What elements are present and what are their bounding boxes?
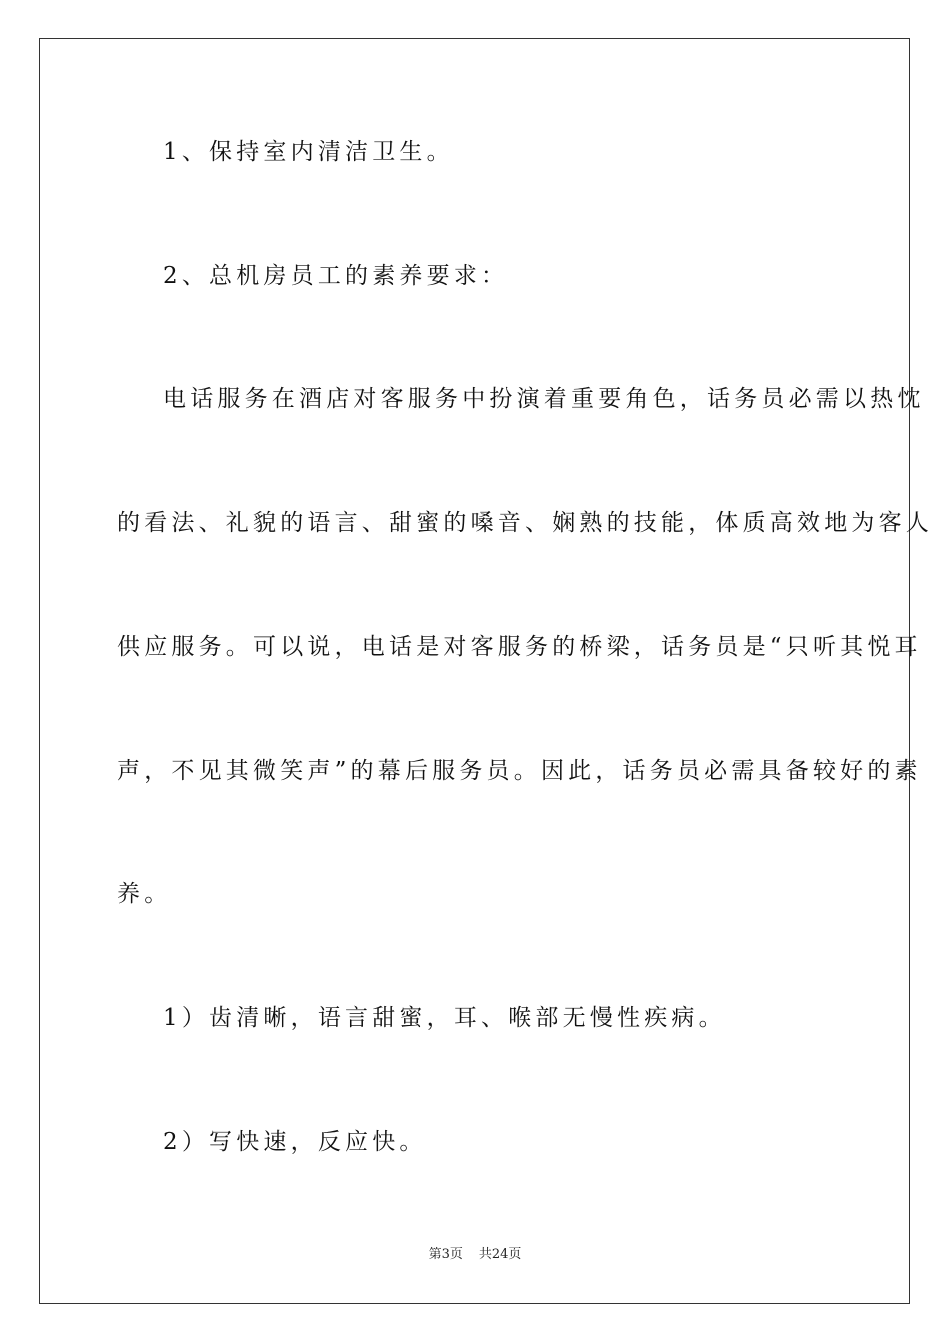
page-number: 第3页 (428, 1247, 463, 1262)
paragraph-line: 的看法、礼貌的语言、甜蜜的嗓音、娴熟的技能，体质高效地为客人 (117, 510, 933, 536)
sub-item-2: 2）写快速，反应快。 (163, 1129, 427, 1155)
paragraph-line: 养。 (117, 881, 172, 907)
sub-item-1: 1）齿清晰，语言甜蜜，耳、喉部无慢性疾病。 (163, 1005, 726, 1031)
paragraph-line: 供应服务。可以说，电话是对客服务的桥梁，话务员是“只听其悦耳 (117, 634, 922, 660)
paragraph-line: 电话服务在酒店对客服务中扮演着重要角色，话务员必需以热忱 (163, 386, 925, 412)
list-item-2-heading: 2、总机房员工的素养要求： (163, 263, 509, 289)
page-footer (0, 1246, 950, 1264)
page-border (39, 38, 910, 1304)
paragraph-line: 声，不见其微笑声”的幕后服务员。因此，话务员必需具备较好的素 (117, 758, 922, 784)
list-item-1: 1、保持室内清洁卫生。 (163, 139, 454, 165)
page-total: 共24页 (478, 1247, 522, 1262)
